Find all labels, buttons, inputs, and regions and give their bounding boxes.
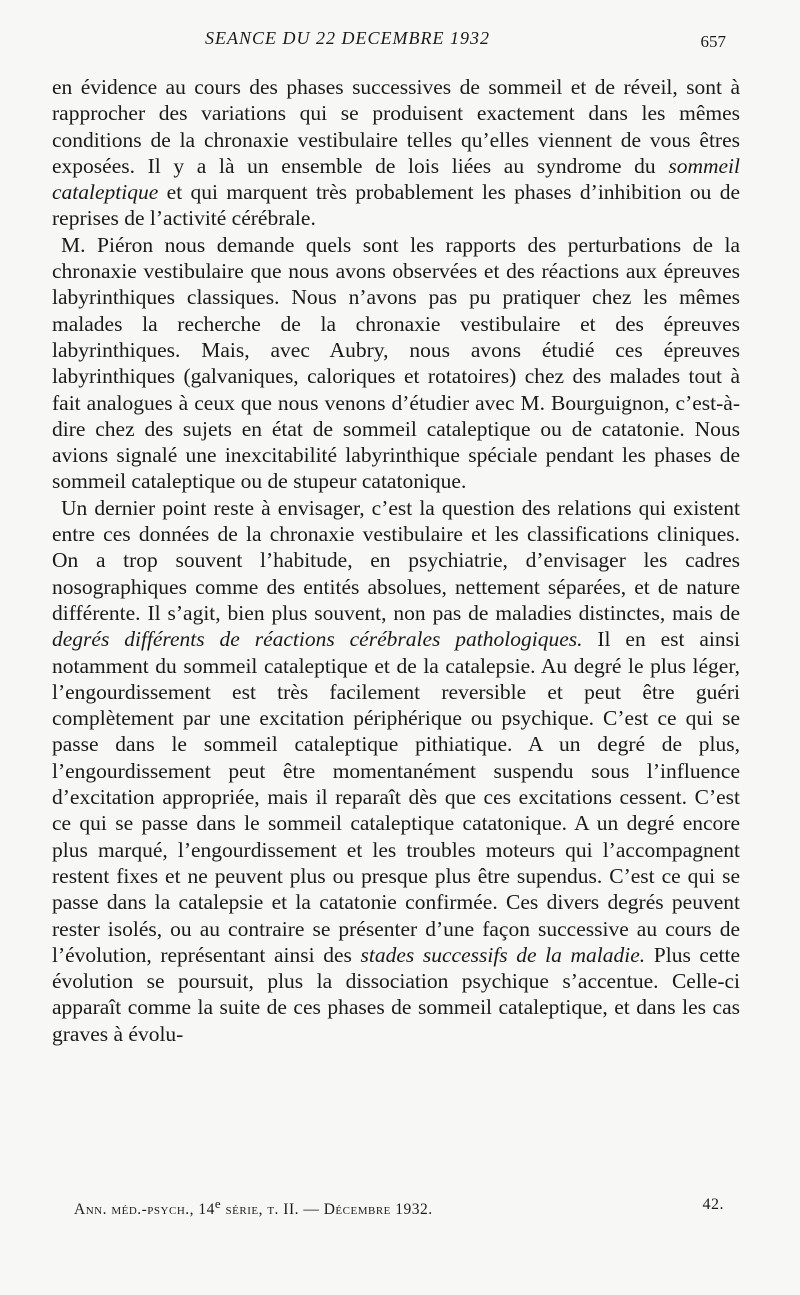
paragraph-1-text-a: en évidence au cours des phases successives de sommeil et de réveil, sont à rapprocher des variations qui se produisent exactement dans les mêmes conditions de la chronaxie vestibulaire telles qu’elles viennent de vous êtres exposées. Il y a là un ensemble de lois liées au syndrome du: [52, 75, 740, 178]
series-and-date: série, t. II. — Décembre 1932.: [221, 1201, 433, 1219]
paragraph-1: [52, 74, 740, 232]
paragraph-3-emphasis-2: stades successifs de la maladie.: [360, 942, 646, 967]
paragraph-1-text-b: et qui marquent très probablement les phases d’inhibition ou de reprises de l’activité cérébrale.: [52, 180, 740, 231]
journal-name: Ann. méd.-psych., 14: [74, 1201, 215, 1219]
journal-citation: [74, 1196, 433, 1219]
running-header: [60, 28, 726, 56]
body-text: [52, 74, 740, 1047]
paragraph-3-emphasis-1: degrés différents de réactions cérébrales pathologiques.: [52, 627, 583, 652]
running-title: SEANCE DU 22 DECEMBRE 1932: [205, 28, 490, 48]
paragraph-3-text-a: Un dernier point reste à envisager, c’est la question des relations qui existent entre ces données de la chronaxie vestibulaire et les classifications cliniques. On a trop souvent l’habitude, en psychiatrie, d’envisager les cadres nosographiques comme des entités absolues, nettement séparées, et de nature différente. Il s’agit, bien plus souvent, non pas de maladies distinctes, mais de: [52, 495, 740, 625]
signature-number: 42.: [702, 1196, 724, 1213]
page-number: 657: [700, 32, 726, 51]
paragraph-2: M. Piéron nous demande quels sont les rapports des perturbations de la chronaxie vestibulaire que nous avons observées et des réactions aux épreuves labyrinthiques classiques. Nous n’avons pas pu pratiquer chez les mêmes malades la recherche de la chronaxie vestibulaire et des épreuves labyrinthiques. Mais, avec Aubry, nous avons étudié ces épreuves labyrinthiques (galvaniques, caloriques et rotatoires) chez des malades tout à fait analogues à ceux que nous venons d’étudier avec M. Bourguignon, c’est-à-dire chez des sujets en état de sommeil cataleptique ou de catatonie. Nous avions signalé une inexcitabilité labyrinthique spéciale pendant les phases de sommeil cataleptique ou de stupeur catatonique.: [52, 232, 740, 494]
paragraph-3: [52, 495, 740, 1047]
paragraph-1-emphasis: sommeil cataleptique: [52, 153, 740, 205]
paragraph-3-text-c: Plus cette évolution se poursuit, plus la dissociation psychique s’accentue. Celle-ci apparaît comme la suite de ces phases de sommeil cataleptique, et dans les cas graves à évolu-: [52, 942, 741, 1046]
series-superscript: e: [214, 1196, 222, 1211]
paragraph-3-text-b: Il en est ainsi notamment du sommeil cataleptique et de la catalepsie. Au degré le plus léger, l’engourdissement est très facilement reversible et peut être guéri complètement par une excitation périphérique ou psychique. C’est ce qui se passe dans le sommeil cataleptique pithiatique. A un degré de plus, l’engourdissement peut être momentanément suspendu sous l’influence d’excitation appropriée, mais il reparaît dès que ces excitations cessent. C’est ce qui se passe dans le sommeil cataleptique catatonique. A un degré encore plus marqué, l’engourdissement et les troubles moteurs qui l’accompagnent restent fixes et ne peuvent plus ou presque plus être supendus. C’est ce qui se passe dans la catalepsie et la catatonie confirmée. Ces divers degrés peuvent rester isolés, ou au contraire se présenter d’une façon successive au cours de l’évolution, représentant ainsi des: [52, 627, 740, 967]
